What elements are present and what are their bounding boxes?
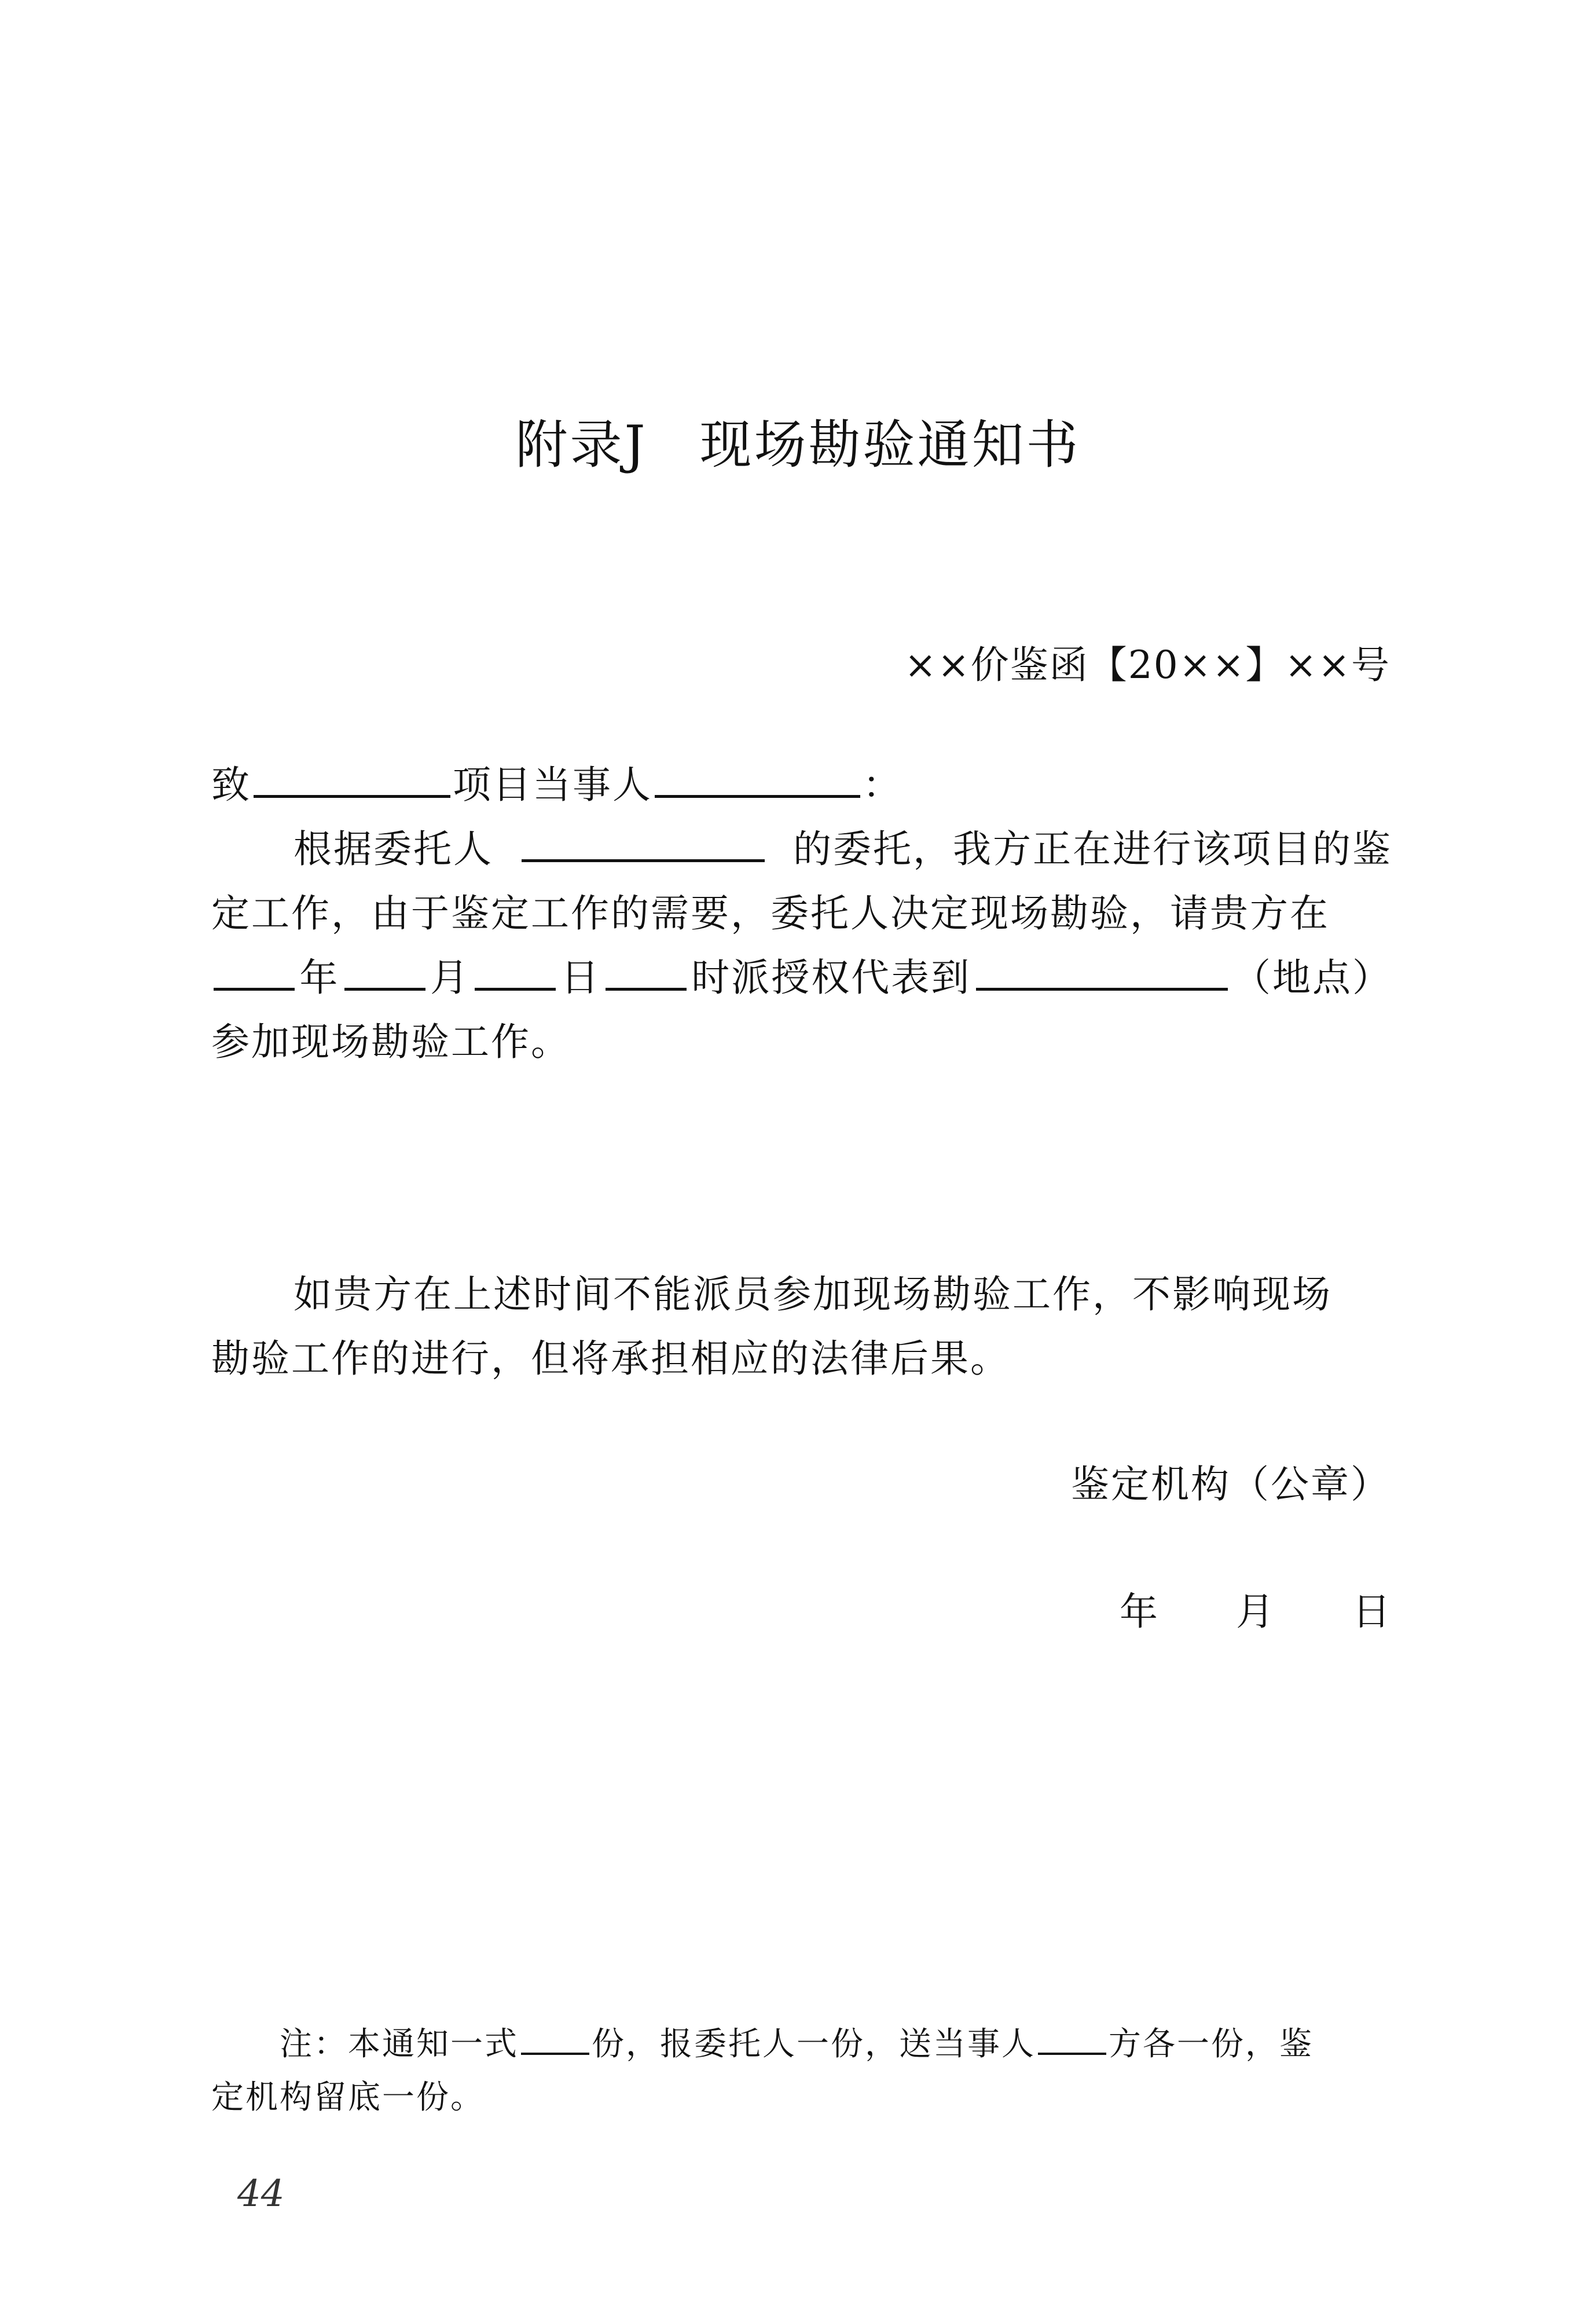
year-blank <box>214 951 295 991</box>
salutation-line: 致 项目当事人 ： <box>211 753 1392 817</box>
month-blank <box>344 951 425 991</box>
paragraph1-line3: 年 月 日 时派授权代表到 （地点） <box>211 946 1392 1010</box>
hour-blank <box>606 951 687 991</box>
signature-date: 年 月 日 <box>1120 1589 1390 1634</box>
place-blank <box>976 951 1228 991</box>
parties-blank <box>1038 2025 1106 2055</box>
note-line1: 注：本通知一式 份，报委托人一份，送当事人 方各一份，鉴 <box>280 2025 1314 2063</box>
recipient-blank <box>254 758 450 798</box>
title-text: 现场勘验通知书 <box>699 415 1081 475</box>
document-title <box>0 402 1596 478</box>
copies-blank <box>521 2025 589 2055</box>
consequence-paragraph <box>211 1262 1392 1391</box>
appendix-label: 附录J <box>515 415 648 475</box>
note-line2: 定机构留底一份。 <box>211 2079 485 2116</box>
client-blank <box>522 822 765 862</box>
footnote <box>211 2018 1392 2124</box>
paragraph2-line2: 勘验工作的进行，但将承担相应的法律后果。 <box>211 1336 1010 1381</box>
signature-seal: 鉴定机构（公章） <box>1071 1462 1390 1507</box>
paragraph1-line1: 根据委托人 的委托，我方正在进行该项目的鉴 <box>211 817 1392 881</box>
paragraph1-line2: 定工作，由于鉴定工作的需要，委托人决定现场勘验，请贵方在 <box>211 891 1330 936</box>
reference-number: ××价鉴函【20××】××号 <box>904 643 1390 687</box>
notice-body <box>211 753 1392 1074</box>
day-blank <box>475 951 556 991</box>
party-blank <box>655 758 860 798</box>
paragraph1-line4: 参加现场勘验工作。 <box>211 1020 571 1064</box>
paragraph2-line1: 如贵方在上述时间不能派员参加现场勘验工作，不影响现场 <box>293 1272 1332 1317</box>
page-number: 44 <box>237 2172 285 2215</box>
